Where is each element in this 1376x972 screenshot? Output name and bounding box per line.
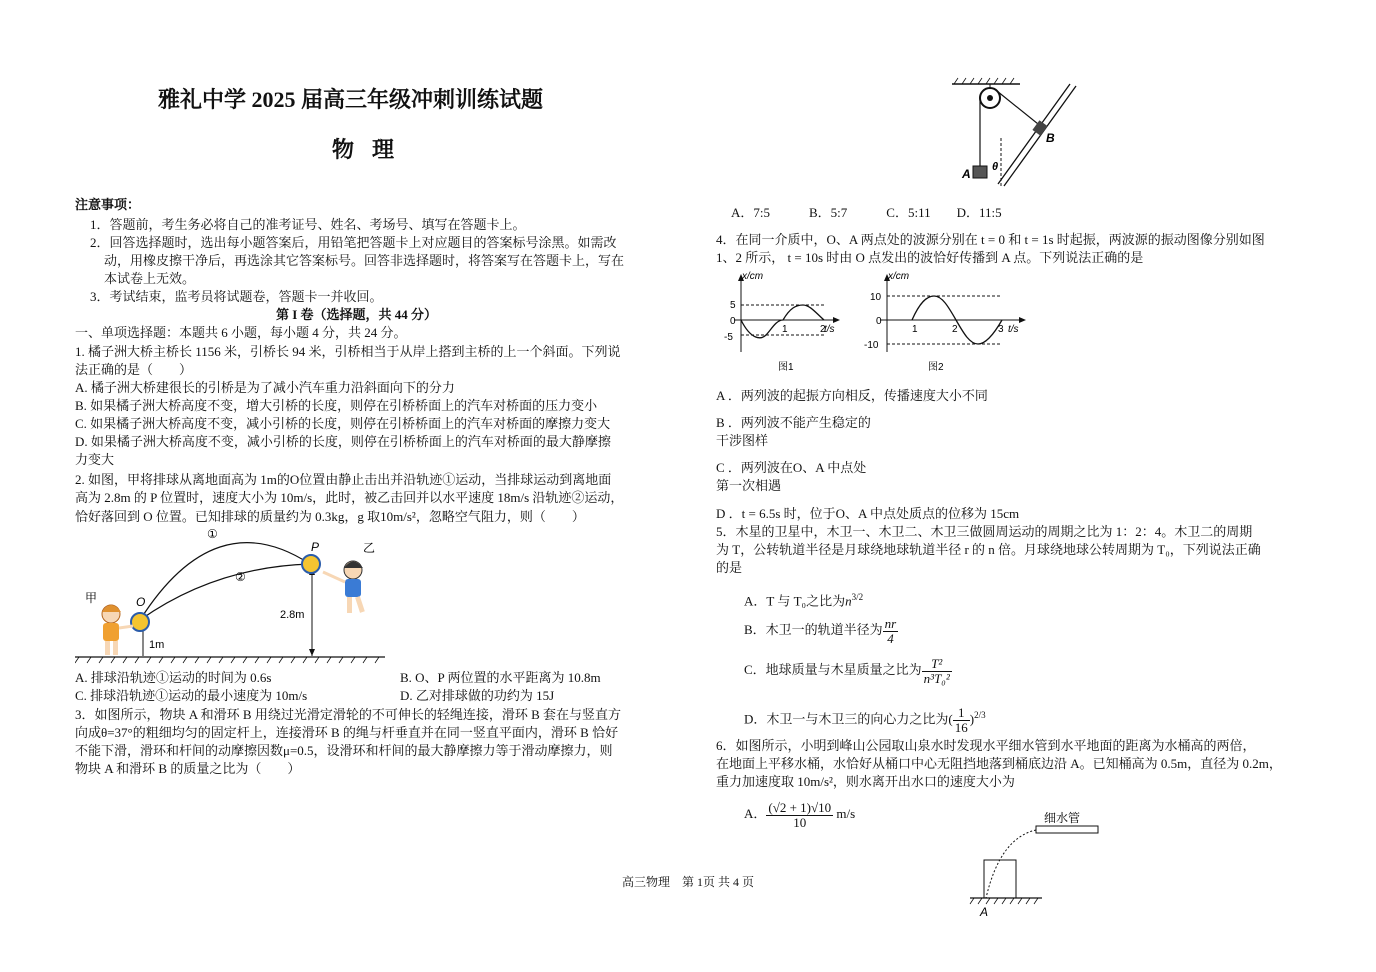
label-1m: 1m — [149, 639, 165, 651]
q2-option-c: C. 排球沿轨迹①运动的最小速度为 10m/s — [75, 688, 308, 703]
graph2-xtick: 1 — [912, 324, 918, 335]
q5-option-d-text: D．木卫一与木卫三的向心力之比为 — [744, 711, 949, 727]
q1-option-c: C. 如果橘子洲大桥高度不变，减小引桥的长度，则停在引桥桥面上的汽车对桥面的摩擦力变大 — [75, 416, 611, 431]
exam-title: 雅礼中学 2025 届高三年级冲刺训练试题 — [158, 87, 544, 112]
graph1-xtick: 2 — [820, 324, 826, 335]
q5-option-b-text: B．木卫一的轨道半径为 — [744, 622, 883, 637]
notice-item: 1．答题前，考生务必将自己的准考证号、姓名、考场号、填写在答题卡上。 — [90, 217, 526, 232]
label-trajectory-1: ① — [207, 527, 218, 541]
q5-option-a-base: n — [845, 593, 852, 609]
graph2-ylabel: x/cm — [888, 271, 910, 282]
q1-option-d-cont: 力变大 — [75, 452, 115, 467]
q4-option-a: A ．两列波的起振方向相反，传播速度大小不同 — [716, 388, 988, 403]
graph1-xtick: 1 — [782, 324, 788, 335]
label-theta: θ — [992, 161, 999, 173]
q5-option-a — [744, 589, 863, 609]
q5-option-a-exponent: 3/2 — [851, 592, 864, 602]
q5-option-b — [744, 612, 898, 648]
q1-stem: 法正确的是（ ） — [75, 362, 193, 377]
label-b: B — [1046, 131, 1055, 145]
q4-option-c-cont: 第一次相遇 — [716, 478, 782, 493]
ball-p — [302, 555, 320, 573]
q6-option-a-num: (√2 + 1)√10 — [768, 799, 832, 815]
label-o: O — [136, 595, 146, 609]
q5-option-d-exponent: 2/3 — [974, 710, 986, 720]
q3-stem: 不能下滑，滑环和杆间的动摩擦因数μ=0.5，设滑环和杆间的最大静摩擦力等于滑动摩擦力，则 — [75, 743, 613, 758]
graph2-xlabel: t/s — [1008, 324, 1019, 335]
q4-option-c: C ．两列波在O、A 中点处 — [716, 460, 867, 475]
q6-option-a-den: 10 — [793, 814, 807, 830]
graph2-ytick: 10 — [870, 292, 882, 303]
graph2-caption: 图2 — [928, 362, 944, 373]
q5-option-a-text: A．T 与 T₀之比为 — [744, 593, 846, 609]
graph1-caption: 图1 — [778, 362, 794, 373]
q6-stem: 在地面上平移水桶，水恰好从桶口中心无阻挡地落到桶底边沿 A。已知桶高为 0.5m，直径为 0.2m， — [716, 756, 1282, 771]
q5-option-c-num: T² — [922, 657, 952, 672]
bucket — [984, 860, 1016, 898]
q5-option-d: D．木卫一与木卫三的向心力之比为( $\frac{1}{16}$ )$^{2/3}$ — [744, 704, 986, 735]
q6-stem: 6．如图所示，小明到峰山公园取山泉水时发现水平细水管到水平地面的距离为水桶高的两倍， — [716, 738, 1256, 753]
q1-stem: 1. 橘子洲大桥主桥长 1156 米，引桥长 94 米，引桥相当于从岸上搭到主桥的上一个斜面。下列说 — [75, 344, 621, 359]
label-a: A — [962, 167, 971, 181]
q5-stem: 的是 — [716, 560, 743, 575]
q5-option-c — [744, 652, 952, 688]
graph1-ytick: -5 — [724, 332, 733, 343]
graph1-ylabel: x/cm — [742, 271, 764, 282]
q4-option-b-cont: 干涉图样 — [716, 433, 769, 448]
q1-option-a: A. 橘子洲大桥建很长的引桥是为了减小汽车重力沿斜面向下的分力 — [75, 380, 455, 395]
q5-option-c-den: n³T₀² — [923, 670, 950, 686]
q5-stem: 5．木星的卫星中，木卫一、木卫二、木卫三做圆周运动的周期之比为 1：2：4。木卫二的周期 — [716, 524, 1253, 539]
graph2-xtick: 2 — [952, 324, 958, 335]
graph1-ytick: 0 — [730, 316, 736, 327]
label-jia: 甲 — [85, 591, 98, 605]
part-heading: 一、单项选择题：本题共 6 小题，每小题 4 分，共 24 分。 — [75, 325, 407, 340]
q2-stem: 2. 如图，甲将排球从离地面高为 1m的O位置由静止击出并沿轨迹①运动，当排球运动到离地面 — [75, 472, 612, 487]
notice-item: 动，用橡皮擦干净后，再选涂其它答案标号。回答非选择题时，将答案写在答题卡上，写在 — [104, 253, 625, 268]
q5-option-d-num: 1 — [953, 706, 970, 721]
volume-heading: 第 I 卷（选择题，共 44 分） — [276, 307, 438, 322]
notice-item: 2．回答选择题时，选出每小题答案后，用铅笔把答题卡上对应题目的答案标号涂黑。如需改 — [90, 235, 617, 250]
q5-stem: 为 T，公转轨道半径是月球绕地球轨道半径 r 的 n 倍。月球绕地球公转周期为 T₀，下列说法正确 — [716, 542, 1261, 557]
q2-option-b: B. O、P 两位置的水平距离为 10.8m — [400, 670, 601, 685]
subject-title: 物理 — [332, 137, 413, 162]
graph2-ytick: 0 — [876, 316, 882, 327]
q2-option-d: D. 乙对排球做的功约为 15J — [400, 688, 555, 703]
q4-stem: 4．在同一介质中，O、A 两点处的波源分别在 t = 0 和 t = 1s 时起振，两波源的振动图像分别如图 — [716, 232, 1265, 247]
q6-stem: 重力加速度取 10m/s²，则水离开出水口的速度大小为 — [716, 774, 1015, 789]
q5-option-d-den: 16 — [954, 719, 968, 735]
label-trajectory-2: ② — [235, 570, 246, 584]
q6-option-a — [744, 794, 855, 834]
pipe-label: 细水管 — [1044, 811, 1081, 825]
q2-option-a: A. 排球沿轨迹①运动的时间为 0.6s — [75, 670, 272, 685]
page-footer: 高三物理 第 1页 共 4 页 — [622, 875, 755, 889]
graph1-xlabel: t/s — [824, 324, 835, 335]
label-p: P — [311, 540, 320, 554]
q2-figure — [75, 522, 395, 667]
q4-graph-2 — [862, 268, 1032, 380]
q3-stem: 物块 A 和滑环 B 的质量之比为（ ） — [75, 761, 301, 776]
q4-graph-1 — [718, 268, 846, 380]
player-yi-icon — [323, 561, 365, 613]
q3-options: A．7:5 B．5:7 C．5:11 D．11:5 — [731, 205, 1002, 220]
q4-stem: 1、2 所示， t = 10s 时由 O 点发出的波恰好传播到 A 点。下列说法正确的是 — [716, 250, 1144, 265]
q2-stem: 高为 2.8m 的 P 位置时，速度大小为 10m/s，此时，被乙击回并以水平速度 18m/s 沿轨迹②运动， — [75, 490, 624, 505]
q3-stem: 向成θ=37°的粗细均匀的固定杆上，连接滑环 B 的绳与杆垂直并在同一竖直平面内，滑环 B 恰好 — [75, 725, 619, 740]
q2-stem: 恰好落回到 O 位置。已知排球的质量约为 0.3kg，g 取10m/s²，忽略空气阻力，则（ ） — [75, 509, 585, 524]
q5-option-c-text: C．地球质量与木星质量之比为 — [744, 662, 922, 677]
graph1-ytick: 5 — [730, 300, 736, 311]
label-a: A — [980, 905, 989, 919]
q4-option-d: D ．t = 6.5s 时，位于O、A 中点处质点的位移为 15cm — [716, 506, 1020, 521]
graph2-ytick: -10 — [864, 340, 879, 351]
q6-figure — [960, 808, 1110, 920]
q6-option-a-text: A． — [744, 806, 767, 821]
label-2.8m: 2.8m — [280, 609, 305, 621]
notice-heading: 注意事项： — [75, 197, 141, 212]
notice-item: 本试卷上无效。 — [104, 271, 196, 286]
q5-option-b-num: nr — [884, 615, 897, 631]
water-pipe — [1036, 826, 1098, 833]
q5-option-b-den: 4 — [887, 630, 894, 646]
q6-option-a-unit: m/s — [836, 806, 856, 821]
label-yi: 乙 — [363, 541, 376, 555]
q1-option-d: D. 如果橘子洲大桥高度不变，减小引桥的长度，则停在引桥桥面上的汽车对桥面的最大静摩擦 — [75, 434, 611, 449]
q3-stem: 3．如图所示，物块 A 和滑环 B 用绕过光滑定滑轮的不可伸长的轻绳连接，滑环 B 套在与竖直方 — [75, 707, 622, 722]
block-a — [973, 166, 987, 178]
ball-o — [131, 613, 149, 631]
q3-figure — [940, 76, 1090, 196]
q4-option-b: B ．两列波不能产生稳定的 — [716, 415, 871, 430]
q1-option-b: B. 如果橘子洲大桥高度不变，增大引桥的长度，则停在引桥桥面上的汽车对桥面的压力变小 — [75, 398, 598, 413]
notice-item: 3．考试结束，监考员将试题卷，答题卡一并收回。 — [90, 289, 383, 304]
player-jia-icon — [102, 605, 133, 655]
graph2-xtick: 3 — [998, 324, 1004, 335]
